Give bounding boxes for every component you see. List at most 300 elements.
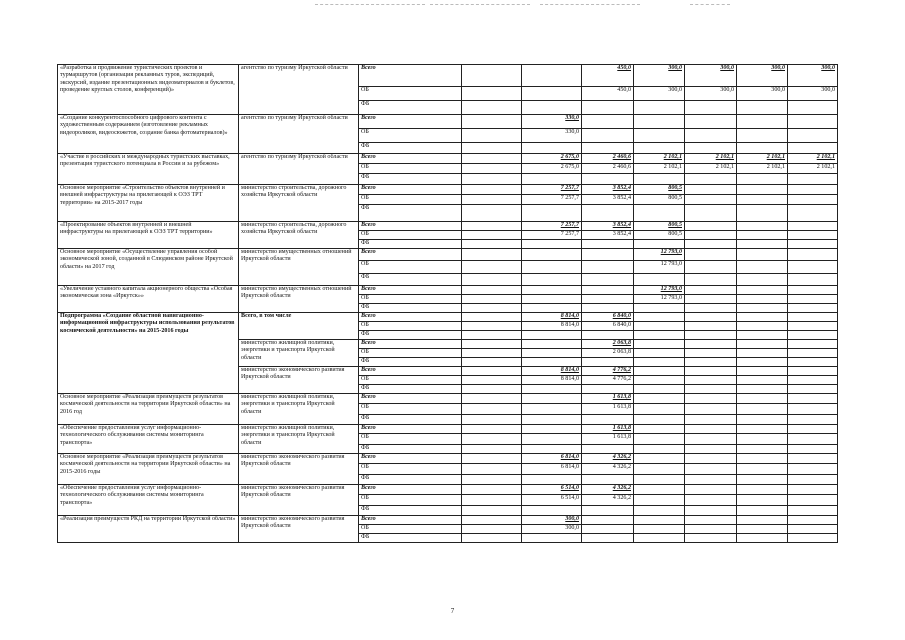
value-cell xyxy=(737,454,788,464)
value-cell xyxy=(462,358,522,367)
value-cell xyxy=(462,222,522,231)
value-cell xyxy=(788,331,838,340)
value-cell xyxy=(522,304,582,313)
value-cell xyxy=(582,295,634,304)
value-cell xyxy=(462,304,522,313)
value-cell xyxy=(788,367,838,376)
value-cell xyxy=(522,506,582,516)
value-cell xyxy=(634,367,685,376)
value-cell xyxy=(685,475,737,485)
value-cell xyxy=(634,385,685,394)
value-cell xyxy=(737,143,788,154)
value-cell xyxy=(685,205,737,222)
value-cell: 6 840,0 xyxy=(582,313,634,322)
value-cell xyxy=(788,261,838,274)
value-cell xyxy=(522,434,582,445)
value-cell xyxy=(582,358,634,367)
value-cell xyxy=(634,485,685,495)
value-cell xyxy=(737,394,788,404)
value-cell: 8 814,0 xyxy=(522,313,582,322)
value-cell xyxy=(737,286,788,295)
table-row xyxy=(58,65,838,87)
value-cell xyxy=(737,240,788,249)
value-cell xyxy=(462,174,522,185)
table-row xyxy=(58,154,838,164)
value-cell xyxy=(685,394,737,404)
value-cell xyxy=(788,394,838,404)
executor-cell: министерство экономического развития Иркутской области xyxy=(239,367,359,394)
value-cell xyxy=(788,129,838,143)
table-row xyxy=(58,286,838,295)
value-cell xyxy=(685,261,737,274)
executor-cell: министерство жилищной политики, энергетики и транспорта Иркутской области xyxy=(239,425,359,454)
value-cell xyxy=(634,274,685,286)
value-cell xyxy=(737,174,788,185)
value-cell: 2 102,1 xyxy=(634,164,685,174)
value-cell xyxy=(522,274,582,286)
value-cell xyxy=(462,295,522,304)
value-cell xyxy=(634,129,685,143)
value-cell xyxy=(685,525,737,534)
value-cell: 450,0 xyxy=(582,87,634,101)
program-name-cell: «Участие в российских и международных туристских выставках, презентация туристского потенциала в России и за рубежом» xyxy=(58,154,239,185)
value-cell xyxy=(522,240,582,249)
value-cell xyxy=(582,475,634,485)
value-cell xyxy=(685,101,737,115)
value-cell xyxy=(737,129,788,143)
value-cell xyxy=(462,101,522,115)
value-cell: 6 814,0 xyxy=(522,464,582,475)
funding-source-cell: ОБ xyxy=(359,464,462,475)
value-cell xyxy=(737,445,788,454)
value-cell xyxy=(685,445,737,454)
value-cell xyxy=(462,205,522,222)
table-row xyxy=(58,425,838,434)
value-cell xyxy=(788,143,838,154)
value-cell: 1 613,8 xyxy=(582,434,634,445)
executor-cell: министерство строительства, дорожного хозяйства Иркутской области xyxy=(239,185,359,222)
value-cell xyxy=(634,475,685,485)
funding-source-cell: Всего xyxy=(359,425,462,434)
funding-source-cell: ФБ xyxy=(359,415,462,425)
value-cell xyxy=(634,415,685,425)
value-cell xyxy=(634,445,685,454)
value-cell xyxy=(737,464,788,475)
funding-source-cell: Всего xyxy=(359,249,462,261)
value-cell xyxy=(737,525,788,534)
budget-table-sheet xyxy=(57,64,837,543)
value-cell xyxy=(685,129,737,143)
value-cell: 2 102,1 xyxy=(788,164,838,174)
program-name-cell: «Обеспечение предоставления услуг информационно-технологического обслуживания системы мониторинга транспорта» xyxy=(58,485,239,516)
table-row xyxy=(58,222,838,231)
value-cell xyxy=(582,240,634,249)
value-cell xyxy=(737,101,788,115)
value-cell xyxy=(788,349,838,358)
value-cell xyxy=(634,434,685,445)
funding-source-cell: ФБ xyxy=(359,331,462,340)
value-cell xyxy=(737,516,788,525)
funding-source-cell: Всего xyxy=(359,185,462,195)
value-cell xyxy=(582,143,634,154)
value-cell xyxy=(634,205,685,222)
value-cell xyxy=(462,506,522,516)
value-cell xyxy=(634,404,685,415)
table-row xyxy=(58,454,838,464)
value-cell: 330,0 xyxy=(522,129,582,143)
table-row xyxy=(58,313,838,322)
funding-source-cell: ОБ xyxy=(359,164,462,174)
value-cell xyxy=(462,115,522,129)
value-cell xyxy=(462,525,522,534)
value-cell xyxy=(522,340,582,349)
scan-artifact xyxy=(690,4,730,5)
value-cell xyxy=(634,101,685,115)
value-cell xyxy=(634,313,685,322)
value-cell xyxy=(462,185,522,195)
value-cell: 4 776,2 xyxy=(582,367,634,376)
value-cell xyxy=(788,304,838,313)
value-cell xyxy=(634,115,685,129)
value-cell xyxy=(462,425,522,434)
table-row xyxy=(58,485,838,495)
value-cell xyxy=(685,222,737,231)
executor-cell: Всего, в том числе xyxy=(239,313,359,340)
value-cell: 3 852,4 xyxy=(582,185,634,195)
value-cell xyxy=(788,506,838,516)
value-cell xyxy=(462,485,522,495)
funding-source-cell: Всего xyxy=(359,222,462,231)
funding-source-cell: ФБ xyxy=(359,101,462,115)
value-cell xyxy=(737,304,788,313)
value-cell xyxy=(522,65,582,87)
value-cell xyxy=(582,249,634,261)
value-cell xyxy=(634,340,685,349)
value-cell: 300,0 xyxy=(685,87,737,101)
value-cell xyxy=(634,516,685,525)
value-cell xyxy=(582,516,634,525)
value-cell xyxy=(634,322,685,331)
value-cell xyxy=(788,475,838,485)
value-cell xyxy=(522,295,582,304)
value-cell xyxy=(685,454,737,464)
program-name-cell: «Разработка и продвижение туристических проектов и турмаршрутов (организация рекламных туров, экспедиций, экскурсий, издание презентационных видеоматериалов и буклетов, проведение круглых столов, конференций)» xyxy=(58,65,239,115)
value-cell: 6 514,0 xyxy=(522,485,582,495)
funding-source-cell: Всего xyxy=(359,154,462,164)
value-cell xyxy=(685,249,737,261)
value-cell xyxy=(462,367,522,376)
executor-cell: министерство жилищной политики, энергетики и транспорта Иркутской области xyxy=(239,394,359,425)
value-cell xyxy=(685,367,737,376)
value-cell xyxy=(582,385,634,394)
value-cell xyxy=(634,525,685,534)
value-cell: 1 613,8 xyxy=(582,425,634,434)
value-cell: 6 840,0 xyxy=(582,322,634,331)
value-cell xyxy=(462,65,522,87)
value-cell: 8 814,0 xyxy=(522,367,582,376)
value-cell xyxy=(737,475,788,485)
value-cell: 2 063,8 xyxy=(582,340,634,349)
value-cell: 12 793,0 xyxy=(634,261,685,274)
funding-source-cell: ФБ xyxy=(359,445,462,454)
funding-source-cell: Всего xyxy=(359,367,462,376)
value-cell: 2 675,0 xyxy=(522,164,582,174)
value-cell: 300,0 xyxy=(737,87,788,101)
funding-source-cell: ОБ xyxy=(359,495,462,506)
executor-cell: министерство имущественных отношений Иркутской области xyxy=(239,249,359,286)
value-cell xyxy=(462,394,522,404)
value-cell xyxy=(788,295,838,304)
value-cell xyxy=(462,340,522,349)
value-cell xyxy=(788,516,838,525)
value-cell xyxy=(685,340,737,349)
value-cell xyxy=(737,495,788,506)
executor-cell: министерство экономического развития Иркутской области xyxy=(239,454,359,485)
value-cell xyxy=(462,261,522,274)
executor-cell: агентство по туризму Иркутской области xyxy=(239,65,359,115)
value-cell xyxy=(737,404,788,415)
value-cell xyxy=(788,485,838,495)
value-cell xyxy=(634,425,685,434)
value-cell xyxy=(685,322,737,331)
value-cell xyxy=(462,322,522,331)
value-cell xyxy=(522,445,582,454)
value-cell xyxy=(582,525,634,534)
value-cell xyxy=(634,454,685,464)
table-row xyxy=(58,185,838,195)
executor-cell: агентство по туризму Иркутской области xyxy=(239,154,359,185)
value-cell xyxy=(685,231,737,240)
value-cell: 300,0 xyxy=(685,65,737,87)
value-cell xyxy=(737,331,788,340)
value-cell xyxy=(737,295,788,304)
value-cell xyxy=(788,340,838,349)
value-cell xyxy=(788,115,838,129)
value-cell xyxy=(522,143,582,154)
value-cell xyxy=(788,385,838,394)
executor-cell: министерство строительства, дорожного хозяйства Иркутской области xyxy=(239,222,359,249)
program-name-cell: «Увеличение уставного капитала акционерного общества «Особая экономическая зона «Иркутск»» xyxy=(58,286,239,313)
value-cell xyxy=(462,445,522,454)
program-name-cell: «Реализация преимуществ РКД на территории Иркутской области» xyxy=(58,516,239,543)
value-cell xyxy=(788,525,838,534)
value-cell xyxy=(522,174,582,185)
value-cell xyxy=(522,205,582,222)
value-cell xyxy=(522,475,582,485)
funding-source-cell: ФБ xyxy=(359,174,462,185)
value-cell xyxy=(788,249,838,261)
funding-source-cell: ОБ xyxy=(359,87,462,101)
value-cell xyxy=(522,415,582,425)
executor-cell: агентство по туризму Иркутской области xyxy=(239,115,359,154)
value-cell xyxy=(462,376,522,385)
program-name-cell: Основное мероприятие «Строительство объектов внутренней и внешней инфраструктуры на прилегающей к ОЭЗ ТРТ территории» на 2015-2017 годы xyxy=(58,185,239,222)
value-cell: 1 613,8 xyxy=(582,404,634,415)
funding-source-cell: ФБ xyxy=(359,274,462,286)
value-cell xyxy=(737,376,788,385)
value-cell xyxy=(522,101,582,115)
value-cell xyxy=(685,115,737,129)
value-cell xyxy=(634,506,685,516)
value-cell xyxy=(582,331,634,340)
value-cell xyxy=(788,222,838,231)
value-cell xyxy=(685,385,737,394)
value-cell: 300,0 xyxy=(788,87,838,101)
scan-artifact xyxy=(540,4,640,5)
value-cell xyxy=(788,404,838,415)
program-name-cell: Основное мероприятие «Реализация преимуществ результатов космической деятельности на территории Иркутской области» на 2016 год xyxy=(58,394,239,425)
value-cell xyxy=(522,349,582,358)
funding-source-cell: ФБ xyxy=(359,358,462,367)
value-cell xyxy=(522,249,582,261)
program-name-cell: «Проектирование объектов внутренней и внешней инфраструктуры на прилегающей к ОЭЗ ТРТ территории» xyxy=(58,222,239,249)
value-cell xyxy=(634,464,685,475)
value-cell xyxy=(685,349,737,358)
value-cell xyxy=(737,415,788,425)
value-cell xyxy=(685,376,737,385)
value-cell xyxy=(522,385,582,394)
value-cell xyxy=(522,358,582,367)
value-cell: 300,0 xyxy=(522,525,582,534)
funding-source-cell: Всего xyxy=(359,340,462,349)
value-cell xyxy=(737,340,788,349)
program-name-cell: Подпрограмма «Создание областной навигационно-информационной инфраструктуры использования результатов космической деятельности» на 2015-2016 годы xyxy=(58,313,239,394)
program-name-cell: «Создание конкурентоспособного цифрового контента с художественным содержанием (изготовление рекламных видеороликов, видеосюжетов, создание банка фотоматериалов)» xyxy=(58,115,239,154)
value-cell xyxy=(685,358,737,367)
value-cell xyxy=(685,534,737,543)
value-cell: 800,5 xyxy=(634,195,685,205)
value-cell: 12 793,0 xyxy=(634,295,685,304)
value-cell xyxy=(685,143,737,154)
value-cell xyxy=(462,495,522,506)
funding-source-cell: ОБ xyxy=(359,231,462,240)
funding-source-cell: ОБ xyxy=(359,322,462,331)
value-cell xyxy=(737,349,788,358)
value-cell xyxy=(737,195,788,205)
program-name-cell: «Обеспечение предоставления услуг информационно-технологического обслуживания системы мониторинга транспорта» xyxy=(58,425,239,454)
value-cell xyxy=(685,415,737,425)
funding-source-cell: Всего xyxy=(359,394,462,404)
scan-artifact xyxy=(430,4,530,5)
value-cell xyxy=(685,485,737,495)
value-cell: 4 326,2 xyxy=(582,485,634,495)
value-cell xyxy=(788,174,838,185)
value-cell xyxy=(522,534,582,543)
funding-source-cell: ОБ xyxy=(359,295,462,304)
value-cell xyxy=(582,286,634,295)
value-cell xyxy=(634,358,685,367)
value-cell xyxy=(582,534,634,543)
value-cell xyxy=(685,274,737,286)
value-cell: 800,5 xyxy=(634,222,685,231)
value-cell xyxy=(634,304,685,313)
value-cell xyxy=(462,313,522,322)
value-cell: 2 460,6 xyxy=(582,164,634,174)
funding-source-cell: ОБ xyxy=(359,376,462,385)
value-cell xyxy=(462,404,522,415)
value-cell xyxy=(582,445,634,454)
value-cell xyxy=(685,434,737,445)
value-cell xyxy=(582,205,634,222)
program-name-cell: Основное мероприятие «Реализация преимуществ результатов космической деятельности на территории Иркутской области» на 2015-2016 годы xyxy=(58,454,239,485)
value-cell xyxy=(737,367,788,376)
value-cell xyxy=(462,195,522,205)
value-cell xyxy=(462,475,522,485)
value-cell xyxy=(582,261,634,274)
value-cell xyxy=(462,164,522,174)
value-cell: 2 102,1 xyxy=(737,154,788,164)
value-cell xyxy=(788,313,838,322)
value-cell: 3 852,4 xyxy=(582,195,634,205)
value-cell xyxy=(737,313,788,322)
funding-source-cell: ОБ xyxy=(359,434,462,445)
page-number: 7 xyxy=(450,607,455,615)
value-cell xyxy=(788,185,838,195)
value-cell xyxy=(522,286,582,295)
value-cell: 8 814,0 xyxy=(522,322,582,331)
value-cell: 800,5 xyxy=(634,185,685,195)
value-cell xyxy=(685,516,737,525)
value-cell: 300,0 xyxy=(522,516,582,525)
value-cell: 800,5 xyxy=(634,231,685,240)
value-cell xyxy=(582,415,634,425)
value-cell xyxy=(634,331,685,340)
table-row xyxy=(58,115,838,129)
value-cell: 450,0 xyxy=(582,65,634,87)
value-cell: 300,0 xyxy=(634,87,685,101)
funding-source-cell: ФБ xyxy=(359,534,462,543)
value-cell xyxy=(737,222,788,231)
funding-source-cell: ОБ xyxy=(359,525,462,534)
funding-source-cell: ОБ xyxy=(359,195,462,205)
value-cell xyxy=(737,231,788,240)
value-cell xyxy=(685,404,737,415)
value-cell: 2 063,8 xyxy=(582,349,634,358)
value-cell xyxy=(737,322,788,331)
value-cell xyxy=(788,322,838,331)
value-cell: 7 257,7 xyxy=(522,195,582,205)
value-cell xyxy=(788,495,838,506)
value-cell xyxy=(788,240,838,249)
value-cell: 1 613,8 xyxy=(582,394,634,404)
funding-source-cell: Всего xyxy=(359,516,462,525)
funding-source-cell: Всего xyxy=(359,485,462,495)
value-cell xyxy=(462,249,522,261)
value-cell: 8 814,0 xyxy=(522,376,582,385)
value-cell xyxy=(462,349,522,358)
funding-source-cell: ОБ xyxy=(359,349,462,358)
value-cell: 3 852,4 xyxy=(582,222,634,231)
value-cell xyxy=(788,205,838,222)
value-cell xyxy=(788,101,838,115)
value-cell: 2 460,6 xyxy=(582,154,634,164)
value-cell xyxy=(582,101,634,115)
value-cell: 2 102,1 xyxy=(788,154,838,164)
funding-source-cell: Всего xyxy=(359,65,462,87)
value-cell xyxy=(462,143,522,154)
value-cell xyxy=(788,376,838,385)
value-cell: 6 514,0 xyxy=(522,495,582,506)
value-cell xyxy=(788,358,838,367)
value-cell xyxy=(685,240,737,249)
value-cell xyxy=(685,331,737,340)
value-cell: 4 326,2 xyxy=(582,454,634,464)
value-cell xyxy=(685,506,737,516)
value-cell xyxy=(522,87,582,101)
funding-source-cell: ОБ xyxy=(359,129,462,143)
value-cell xyxy=(522,425,582,434)
funding-source-cell: ФБ xyxy=(359,240,462,249)
